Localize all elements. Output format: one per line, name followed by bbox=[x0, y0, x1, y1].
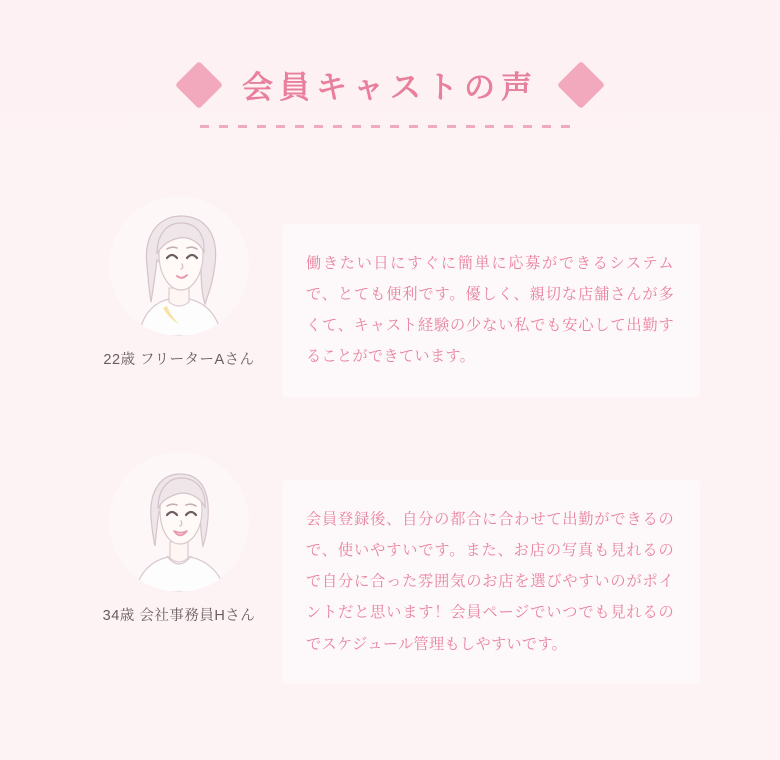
diamond-icon-left bbox=[175, 60, 223, 108]
heading-row bbox=[0, 62, 780, 107]
testimonial-item bbox=[0, 452, 780, 672]
testimonial-caption: 22歳 フリーターAさん bbox=[103, 352, 255, 368]
testimonial-avatar-column bbox=[86, 196, 272, 369]
page-title: 会員キャストの声 bbox=[242, 70, 538, 105]
testimonial-text-bubble bbox=[282, 480, 700, 684]
testimonial-text-bubble bbox=[282, 224, 700, 397]
testimonial-item bbox=[0, 196, 780, 416]
diamond-icon-right bbox=[557, 60, 605, 108]
testimonial-avatar-column bbox=[86, 452, 272, 625]
testimonial-text: 会員登録後、自分の都合に合わせて出勤ができるので、使いやすいです。また、お店の写真も見れるので自分に合った雰囲気のお店を選びやすいのがポイントだと思います！会員ページでいつでも見れるのでスケジュール管理もしやすいです。 bbox=[306, 511, 674, 653]
section-heading bbox=[0, 62, 780, 128]
testimonial-text: 働きたい日にすぐに簡単に応募ができるシステムで、とても便利です。優しく、親切な店舗さんが多くて、キャスト経験の少ない私でも安心して出勤することができています。 bbox=[306, 255, 674, 366]
woman-short-hair-avatar-icon bbox=[109, 452, 249, 592]
woman-long-hair-avatar-icon bbox=[109, 196, 249, 336]
testimonial-caption: 34歳 会社事務員Hさん bbox=[102, 608, 256, 624]
heading-dotted-divider bbox=[200, 125, 580, 128]
